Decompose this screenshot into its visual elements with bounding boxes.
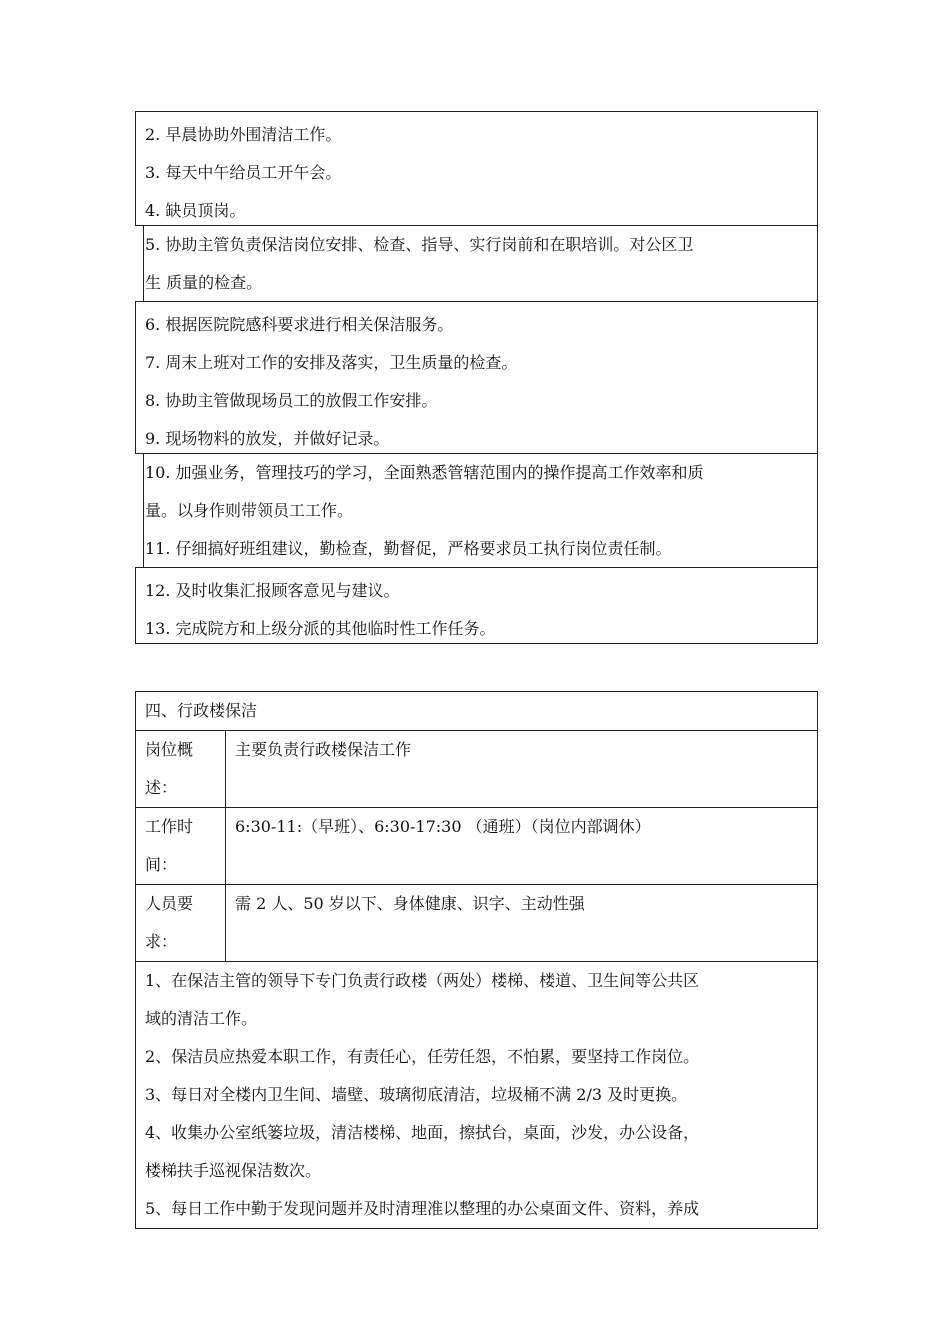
label-cell-staffing [136,885,226,962]
value-cell-hours: 6:30-11:（早班）、6:30-17:30 （通班）（岗位内部调休） [226,808,818,885]
label-text: 人员要 [145,894,194,913]
duty-block-3 [135,301,818,454]
duty-line: 13. 完成院方和上级分派的其他临时性工作任务。 [145,619,496,638]
duty-block-4 [143,453,818,568]
duty-line: 生 质量的检查。 [145,273,263,292]
duty-line: 5、每日工作中勤于发现问题并及时清理准以整理的办公桌面文件、资料，养成 [145,1199,700,1218]
duty-line: 11. 仔细搞好班组建议，勤检查，勤督促，严格要求员工执行岗位责任制。 [145,539,672,558]
duty-line: 12. 及时收集汇报顾客意见与建议。 [145,581,400,600]
duty-line: 5. 协助主管负责保洁岗位安排、检查、指导、实行岗前和在职培训。对公区卫 [145,235,694,254]
label-text: 求： [145,932,178,951]
label-text: 述： [145,778,178,797]
duty-line: 3. 每天中午给员工开午会。 [145,163,342,182]
label-cell-hours [136,808,226,885]
value-cell-overview: 主要负责行政楼保洁工作 [226,731,818,808]
duty-line: 楼梯扶手巡视保洁数次。 [145,1161,322,1180]
duty-block-1 [135,111,818,226]
section-title: 四、行政楼保洁 [136,692,818,731]
duty-line: 6. 根据医院院感科要求进行相关保洁服务。 [145,315,454,334]
duty-line: 3、每日对全楼内卫生间、墙壁、玻璃彻底清洁，垃圾桶不满 2/3 及时更换。 [145,1085,688,1104]
duty-line: 4. 缺员顶岗。 [145,201,246,220]
duty-line: 2、保洁员应热爱本职工作，有责任心，任劳任怨，不怕累，要坚持工作岗位。 [145,1047,700,1066]
label-text: 岗位概 [145,740,194,759]
duty-line: 4、收集办公室纸篓垃圾，清洁楼梯、地面，擦拭台，桌面，沙发，办公设备， [145,1123,700,1142]
duty-block-5 [135,567,818,644]
label-cell-overview [136,731,226,808]
value-cell-staffing: 需 2 人、50 岁以下、身体健康、识字、主动性强 [226,885,818,962]
duty-line: 域的清洁工作。 [145,1009,258,1028]
duty-line: 9. 现场物料的放发，并做好记录。 [145,429,390,448]
duty-line: 10. 加强业务，管理技巧的学习，全面熟悉管辖范围内的操作提高工作效率和质 [145,463,704,482]
duties-cell [136,962,818,1229]
duty-line: 7. 周末上班对工作的安排及落实，卫生质量的检查。 [145,353,518,372]
duty-line: 2. 早晨协助外围清洁工作。 [145,125,342,144]
duty-line: 8. 协助主管做现场员工的放假工作安排。 [145,391,438,410]
duty-block-2 [143,225,818,302]
admin-building-cleaning-table [135,691,818,1229]
duty-line: 量。以身作则带领员工工作。 [145,501,354,520]
label-text: 间： [145,855,178,874]
label-text: 工作时 [145,817,194,836]
duty-line: 1、在保洁主管的领导下专门负责行政楼（两处）楼梯、楼道、卫生间等公共区 [145,971,700,990]
